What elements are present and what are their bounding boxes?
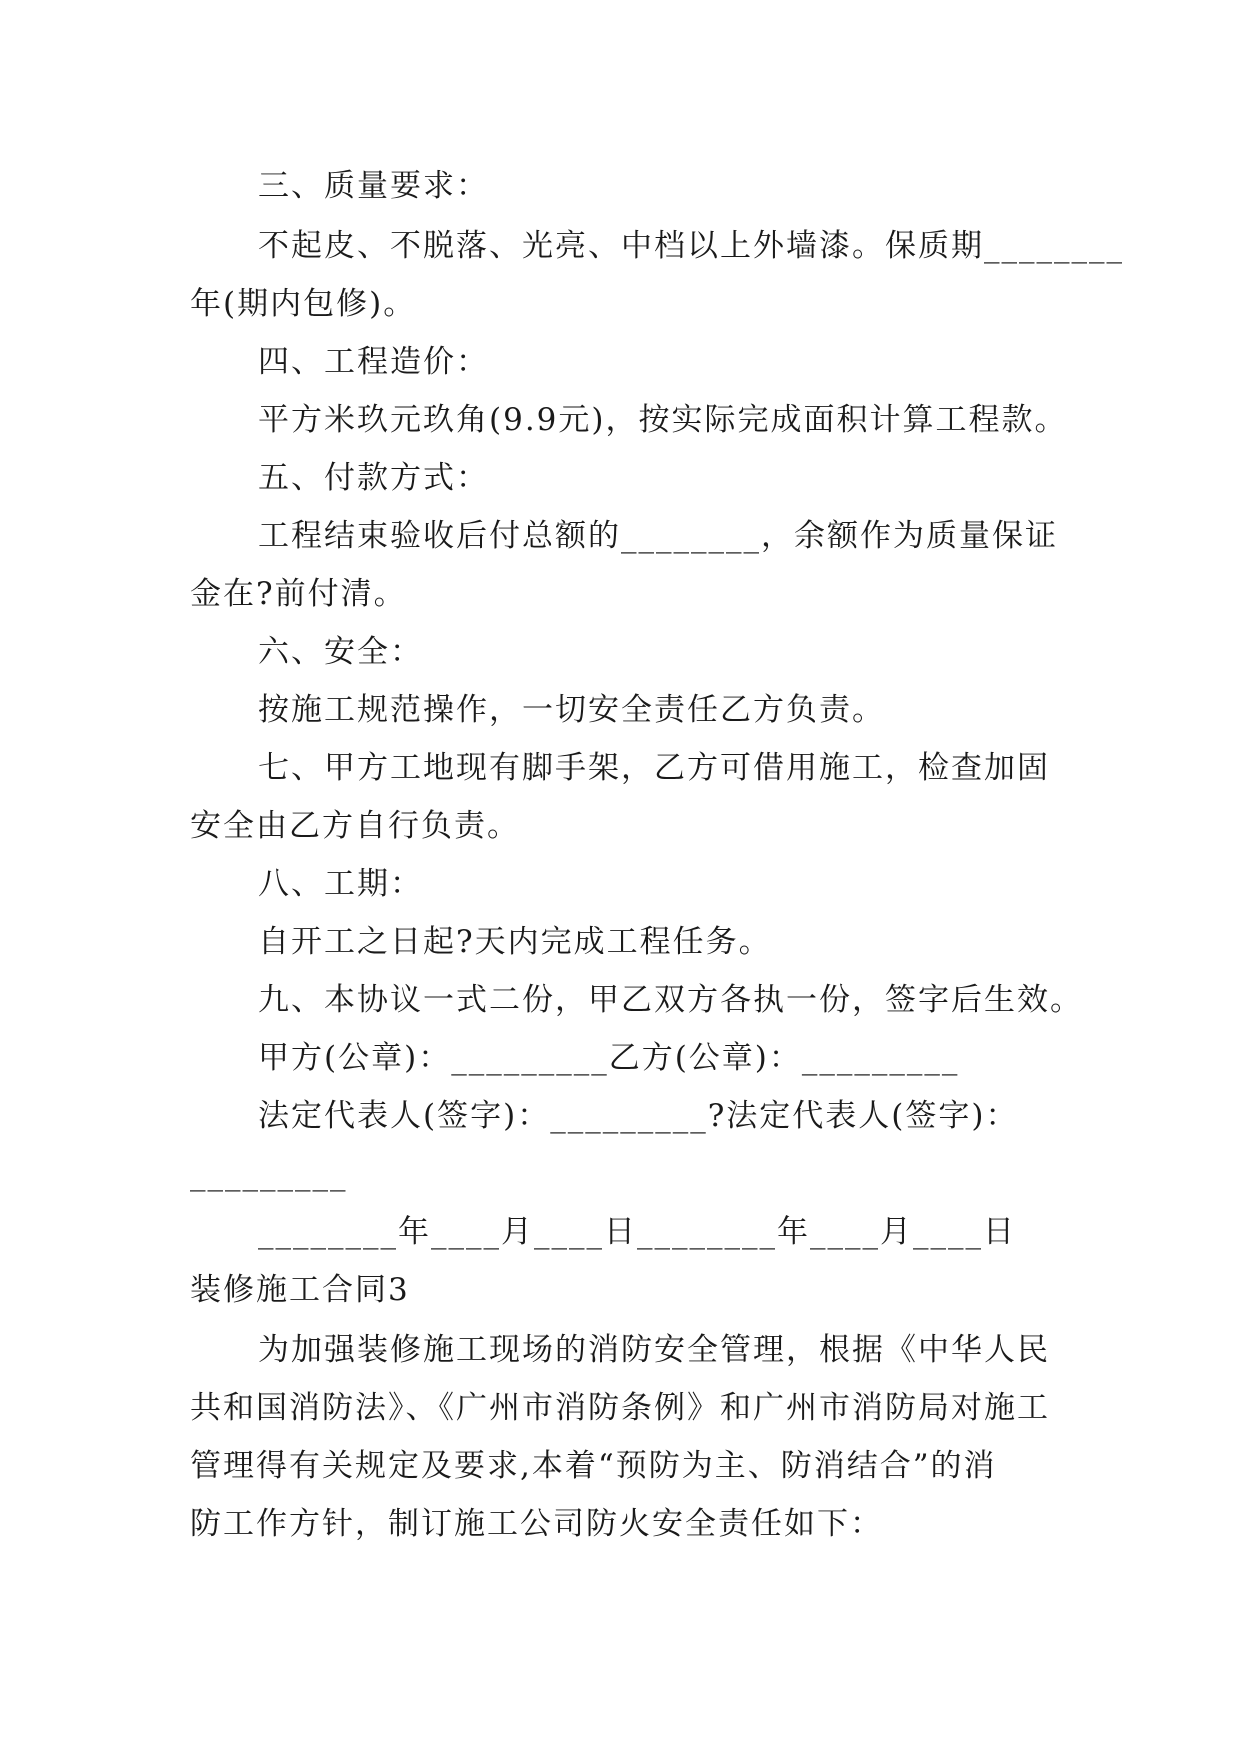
- date-line: ________年____月____日________年____月____日: [258, 1214, 1016, 1250]
- signature-line: 法定代表人(签字)：_________?法定代表人(签字)：: [258, 1098, 1019, 1134]
- section-heading-payment: 五、付款方式：: [258, 460, 489, 496]
- paragraph-line: 按施工规范操作，一切安全责任乙方负责。: [258, 692, 885, 728]
- paragraph-line: 年(期内包修)。: [190, 286, 417, 322]
- paragraph-line: 管理得有关规定及要求,本着“预防为主、防消结合”的消: [190, 1448, 997, 1484]
- paragraph-line: 平方米玖元玖角(9.9元)，按实际完成面积计算工程款。: [258, 402, 1068, 438]
- paragraph-line: 自开工之日起?天内完成工程任务。: [258, 924, 772, 960]
- seal-line: 甲方(公章)：_________乙方(公章)：_________: [258, 1040, 960, 1076]
- paragraph-line: 安全由乙方自行负责。: [190, 808, 520, 844]
- signature-blank: _________: [190, 1156, 348, 1192]
- section-heading-quality: 三、质量要求：: [258, 168, 489, 204]
- section-heading-cost: 四、工程造价：: [258, 344, 489, 380]
- paragraph-line: 共和国消防法》、《广州市消防条例》和广州市消防局对施工: [190, 1390, 1050, 1426]
- section-heading-schedule: 八、工期：: [258, 866, 423, 902]
- section-heading-safety: 六、安全：: [258, 634, 423, 670]
- paragraph-line: 不起皮、不脱落、光亮、中档以上外墙漆。保质期________: [258, 228, 1124, 264]
- paragraph-line: 工程结束验收后付总额的________，余额作为质量保证: [258, 518, 1058, 554]
- paragraph-line: 为加强装修施工现场的消防安全管理，根据《中华人民: [258, 1332, 1050, 1368]
- paragraph-line: 防工作方针，制订施工公司防火安全责任如下：: [190, 1506, 883, 1542]
- contract-title: 装修施工合同3: [190, 1272, 410, 1308]
- paragraph-line: 九、本协议一式二份，甲乙双方各执一份，签字后生效。: [258, 982, 1083, 1018]
- paragraph-line: 金在?前付清。: [190, 576, 407, 612]
- paragraph-line: 七、甲方工地现有脚手架，乙方可借用施工，检查加固: [258, 750, 1050, 786]
